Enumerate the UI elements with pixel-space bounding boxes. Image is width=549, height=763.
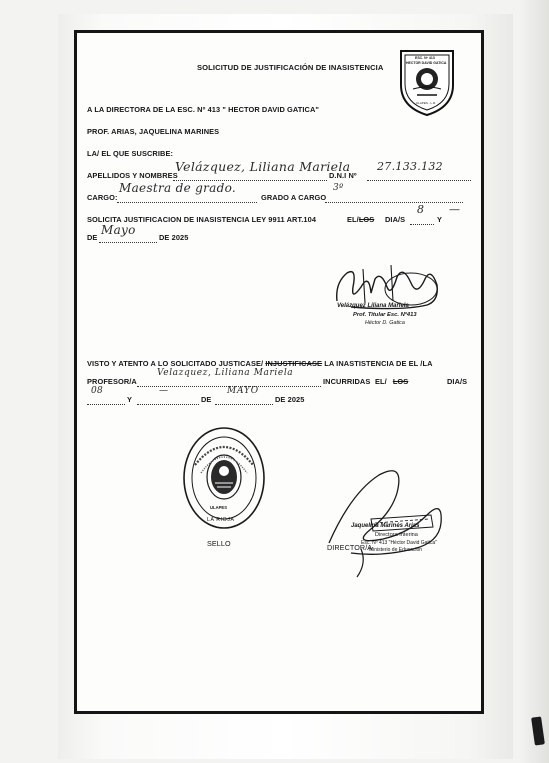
- director-name-line: PROF. ARIAS, JAQUELINA MARINES: [87, 127, 220, 136]
- director-name-stamp: Jaquelina Marinés Arias: [351, 523, 420, 529]
- resolution-line1: VISTO Y ATENTO A LO SOLICITADO JUSTICASE/ INJUSTIFICASE LA INASTISTENCIA DE EL /LA: [87, 359, 433, 368]
- mes-line-2: [215, 395, 273, 405]
- dia-value-2: 08: [91, 386, 104, 396]
- mes-value-2: MAYO: [227, 386, 259, 396]
- mes-value: Mayo: [101, 223, 136, 237]
- dia-value: 8: [417, 203, 425, 216]
- el-los-label: EL/LOS: [347, 215, 375, 224]
- cargo-label: CARGO:: [87, 193, 118, 202]
- de-label-2: DE: [201, 395, 212, 404]
- director-signature: [321, 453, 471, 588]
- y-value-2: —: [159, 386, 169, 396]
- de-label: DE: [87, 233, 98, 242]
- director-label: DIRECTOR/A: [327, 543, 373, 552]
- dia-label: DIA/S: [385, 215, 406, 224]
- director-ministry-stamp: Ministerio de Educación: [369, 547, 423, 553]
- apellidos-value: Velázquez, Liliana Mariela: [175, 159, 351, 174]
- cargo-value: Maestra de grado.: [119, 181, 237, 195]
- year-label: DE 2025: [159, 233, 189, 242]
- grado-label: GRADO A CARGO: [261, 193, 327, 202]
- year-label-2: DE 2025: [275, 395, 305, 404]
- profesor-label: PROFESOR/A: [87, 377, 137, 386]
- paper-fold-shadow: [519, 0, 549, 763]
- director-role-stamp: Directora Interina: [375, 532, 418, 538]
- teacher-title-stamp: Prof. Titular Esc. Nº413: [353, 312, 417, 318]
- teacher-school-stamp: Héctor D. Gatica: [365, 320, 405, 326]
- document-title: SOLICITUD DE JUSTIFICACIÓN DE INASISTENCIA: [197, 63, 384, 72]
- el-los-label-2: EL/ LOS: [375, 377, 409, 386]
- solicita-label: SOLICITA JUSTIFICACION DE INASISTENCIA LEY 9911 ART.104: [87, 215, 317, 224]
- sello-label: SELLO: [207, 539, 231, 548]
- dni-value: 27.133.132: [377, 160, 443, 173]
- subscriber-label: LA/ EL QUE SUSCRIBE:: [87, 149, 174, 158]
- profesor-value: Velazquez, Liliana Mariela: [157, 368, 294, 378]
- grado-value: 3º: [333, 183, 344, 193]
- incurridas-label: INCURRIDAS: [323, 377, 371, 386]
- dia-line-2: [87, 395, 125, 405]
- addressee-line: A LA DIRECTORA DE LA ESC. Nº 413 " HECTOR DAVID GATICA": [87, 105, 320, 114]
- school-seal: ULAPES LA RIOJA: [181, 425, 267, 531]
- dni-label: D.N.I Nº: [329, 171, 357, 180]
- teacher-name-stamp: Velázquez Liliana Mariela: [337, 303, 409, 309]
- y-value: —: [449, 203, 461, 216]
- dia-line: [410, 215, 434, 225]
- grado-line: [325, 193, 463, 203]
- y-label-2: Y: [127, 395, 133, 404]
- document-sheet: [74, 30, 484, 714]
- apellidos-label: APELLIDOS Y NOMBRES: [87, 171, 178, 180]
- y-line-2: [137, 395, 199, 405]
- school-logo: ESC. Nº 413 HECTOR DAVID GATICA ULAPES - L.R.: [395, 45, 459, 117]
- director-school-stamp: Esc. Nº 413 "Héctor David Gatica": [361, 540, 437, 546]
- y-label: Y: [437, 215, 443, 224]
- dia-label-2: DIA/S: [447, 377, 468, 386]
